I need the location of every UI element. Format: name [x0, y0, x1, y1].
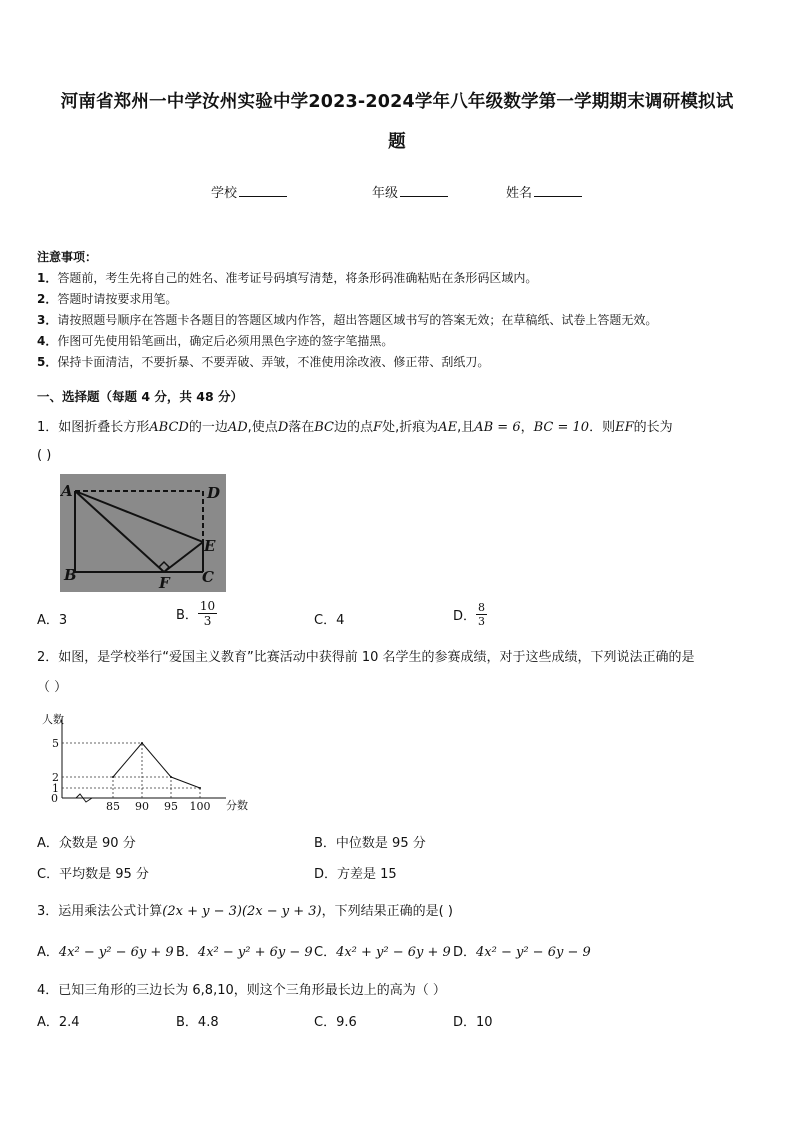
notes-heading: 注意事项： [37, 250, 98, 264]
notes-block [37, 247, 657, 373]
note-item: 5．保持卡面清洁，不要折暴、不要弄破、弄皱，不准使用涂改液、修正带、刮纸刀。 [37, 355, 490, 369]
question-2-text: 2．如图，是学校举行“爱国主义教育”比赛活动中获得前 10 名学生的参赛成绩，对于这些成绩，下列说法正确的是 [37, 650, 695, 665]
label-C: C [202, 568, 214, 586]
q1-option-d[interactable]: D． $\frac{8}{3}$ [453, 601, 486, 628]
question-4-text: 4．已知三角形的三边长为 6,8,10，则这个三角形最长边上的高为（ ） [37, 983, 446, 998]
q2-option-a[interactable]: A．众数是 90 分 [37, 836, 136, 851]
section-heading: 一、选择题（每题 4 分，共 48 分） [37, 389, 244, 404]
name-field[interactable] [506, 182, 582, 201]
q2-option-c[interactable]: C．平均数是 95 分 [37, 867, 149, 882]
q3-option-d[interactable]: D．4x² − y² − 6y − 9 [453, 945, 591, 960]
x-tick-label: 85 [106, 800, 120, 813]
question-2-paren: （ ） [37, 680, 68, 695]
data-point [112, 776, 114, 778]
x-tick-label: 100 [189, 800, 211, 813]
x-tick-label: 90 [135, 800, 149, 813]
series-segment [113, 743, 142, 777]
label-E: E [204, 537, 216, 555]
data-point [170, 776, 172, 778]
y-axis-label: 人数 [42, 713, 64, 726]
data-point [199, 787, 201, 789]
q4-option-a[interactable]: A．2.4 [37, 1015, 80, 1030]
q2-option-b[interactable]: B．中位数是 95 分 [314, 836, 426, 851]
q3-option-c[interactable]: C．4x² + y² − 6y + 9 [314, 945, 451, 960]
q4-option-c[interactable]: C．9.6 [314, 1015, 357, 1030]
data-point [141, 742, 143, 744]
question-1-paren: ( ) [37, 448, 52, 463]
exam-title-line2: 题 [388, 132, 406, 152]
grade-field[interactable] [372, 182, 448, 201]
q1-option-c[interactable]: C．4 [314, 613, 345, 628]
grade-label: 年级 [372, 186, 399, 201]
x-tick-label: 95 [164, 800, 178, 813]
exam-title-line1: 河南省郑州一中学汝州实验中学2023-2024学年八年级数学第一学期期末调研模拟试 [60, 92, 734, 112]
q1-option-a[interactable]: A．3 [37, 613, 68, 628]
y-tick-label: 5 [52, 737, 59, 750]
q4-option-d[interactable]: D．10 [453, 1015, 493, 1030]
q1-option-b[interactable]: B． $\frac{10}{3}$ [176, 599, 216, 628]
note-item: 3．请按照题号顺序在答题卡各题目的答题区域内作答，超出答题区域书写的答案无效；在草稿纸、试卷上答题无效。 [37, 313, 658, 327]
q4-option-b[interactable]: B．4.8 [176, 1015, 219, 1030]
y-tick-label: 2 [52, 771, 59, 784]
q3-option-b[interactable]: B．4x² − y² + 6y − 9 [176, 945, 313, 960]
q2-option-d[interactable]: D．方差是 15 [314, 867, 397, 882]
school-field[interactable] [211, 182, 287, 201]
note-item: 2．答题时请按要求用笔。 [37, 292, 178, 306]
x-axis-label: 分数 [226, 799, 248, 812]
label-B: B [64, 566, 77, 584]
note-item: 4．作图可先使用铅笔画出，确定后必须用黑色字迹的签字笔描黑。 [37, 334, 394, 348]
name-label: 姓名 [506, 186, 533, 201]
folded-rectangle-figure [60, 474, 226, 592]
score-line-chart [38, 710, 258, 820]
question-3-text: 3．运用乘法公式计算(2x + y − 3)(2x − y + 3)，下列结果正确的是( ) [37, 904, 453, 919]
question-1-text: 1．如图折叠长方形ABCD的一边AD,使点D落在BC边的点F处,折痕为AE,且AB = 6，BC = 10．则EF的长为 [37, 420, 673, 435]
label-D: D [207, 484, 221, 502]
note-item: 1．答题前，考生先将自己的姓名、准考证号码填写清楚，将条形码准确粘贴在条形码区域内。 [37, 271, 538, 285]
label-F: F [159, 574, 170, 592]
q3-option-a[interactable]: A．4x² − y² − 6y + 9 [37, 945, 174, 960]
label-A: A [61, 482, 73, 500]
school-label: 学校 [211, 186, 238, 201]
y-tick-label: 1 [52, 782, 59, 795]
series-segment [171, 777, 200, 788]
series-segment [142, 743, 171, 777]
y-tick-label: 0 [51, 792, 58, 805]
